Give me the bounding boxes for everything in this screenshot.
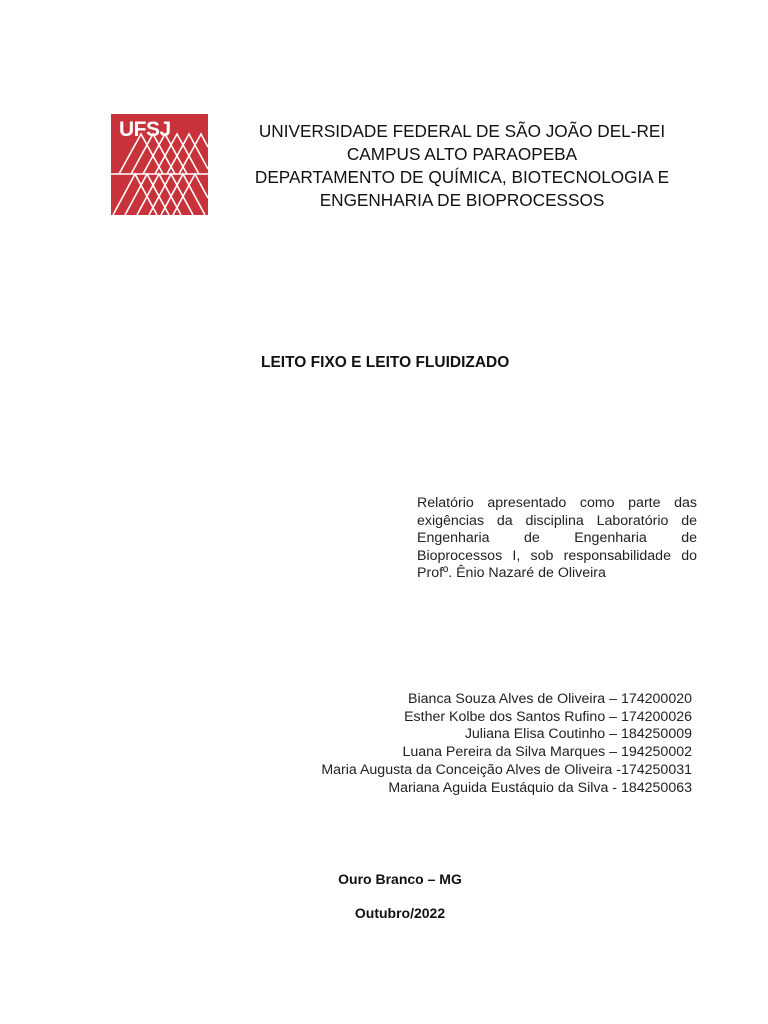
description-line: Profº. Ênio Nazaré de Oliveira — [417, 565, 606, 581]
header-line: UNIVERSIDADE FEDERAL DE SÃO JOÃO DEL-REI — [258, 121, 666, 141]
ufsj-logo — [111, 114, 208, 215]
description-line: exigências da disciplina Laboratório de — [417, 512, 697, 529]
report-title: LEITO FIXO E LEITO FLUIDIZADO — [261, 354, 510, 371]
author-name: Juliana Elisa Coutinho – 184250009 — [464, 726, 692, 743]
header-line: DEPARTAMENTO DE QUÍMICA, BIOTECNOLOGIA E — [254, 167, 670, 187]
author-name: Mariana Aguida Eustáquio da Silva - 184250063 — [388, 779, 692, 796]
description-line: Engenharia de Engenharia de — [417, 530, 697, 546]
author-name: Esther Kolbe dos Santos Rufino – 174200026 — [404, 708, 692, 725]
institution-header — [236, 120, 688, 212]
date-label: Outubro/2022 — [354, 905, 446, 921]
description-line: Relatório apresentado como parte das — [417, 495, 697, 511]
city-label: Ouro Branco – MG — [338, 871, 462, 887]
header-line: ENGENHARIA DE BIOPROCESSOS — [319, 190, 605, 210]
author-name: Bianca Souza Alves de Oliveira – 174200020 — [408, 691, 692, 707]
report-description — [417, 495, 697, 583]
author-name: Luana Pereira da Silva Marques – 194250002 — [402, 744, 692, 761]
logo-text: UFSJ — [119, 118, 171, 141]
author-name: Maria Augusta da Conceição Alves de Oliveira -174250031 — [321, 761, 692, 778]
authors-list — [321, 691, 692, 797]
header-line: CAMPUS ALTO PARAOPEBA — [346, 144, 578, 164]
description-line: Bioprocessos I, sob responsabilidade do — [417, 547, 697, 564]
